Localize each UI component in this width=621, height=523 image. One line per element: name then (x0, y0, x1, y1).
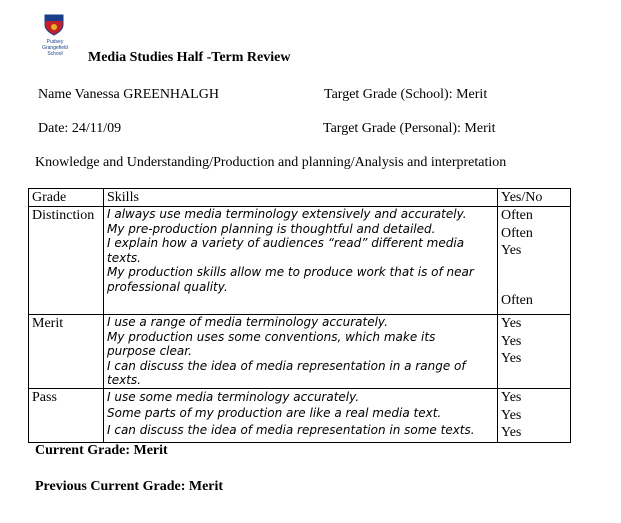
logo-text-line2: Grangefield (42, 45, 68, 51)
target-grade-school: Target Grade (School): Merit (324, 87, 488, 102)
yesno-cell (498, 207, 571, 315)
assessment-focus: Knowledge and Understanding/Production and planning/Analysis and interpretation (35, 155, 507, 170)
yesno-cell (498, 389, 571, 443)
skills-cell (104, 207, 498, 315)
table-header-row (29, 189, 571, 207)
answer: Yes (501, 390, 522, 405)
answer: Yes (501, 333, 522, 349)
yesno-column-header: Yes/No (498, 189, 571, 207)
table-row-distinction (29, 207, 571, 315)
answer: Often (501, 208, 533, 223)
previous-current-grade: Previous Current Grade: Merit (35, 479, 224, 494)
skills-cell (104, 315, 498, 389)
answer: Yes (501, 351, 522, 366)
answer: Yes (501, 407, 522, 423)
skill-statement: I can discuss the idea of media representation in a range of (107, 358, 466, 373)
grade-cell: Distinction (29, 207, 104, 315)
grade-column-header: Grade (29, 189, 104, 207)
logo-text-line1: Pudsey (46, 39, 64, 45)
skills-column-header: Skills (104, 189, 498, 207)
school-crest-icon (44, 14, 64, 36)
page-title: Media Studies Half -Term Review (88, 50, 291, 65)
skill-statement: I use a range of media terminology accurately. (107, 315, 388, 329)
skill-statement: I can discuss the idea of media representation in some texts. (107, 423, 475, 437)
skill-statement: My production uses some conventions, which make its (107, 329, 436, 344)
skill-statement: I use some media terminology accurately. (107, 390, 360, 404)
skill-statement: Some parts of my production are like a real media text. (107, 406, 442, 420)
review-date: Date: 24/11/09 (38, 121, 122, 136)
skill-statement: purpose clear. (107, 344, 192, 358)
grade-cell: Pass (29, 389, 104, 443)
skill-statement: texts. (107, 373, 141, 387)
target-grade-personal: Target Grade (Personal): Merit (323, 121, 496, 136)
skill-statement: My pre-production planning is thoughtful and detailed. (107, 221, 436, 236)
yesno-cell (498, 315, 571, 389)
skills-cell (104, 389, 498, 443)
skill-statement: texts. (107, 250, 141, 265)
answer: Often (501, 225, 533, 241)
skill-statement: I always use media terminology extensively and accurately. (107, 207, 467, 221)
answer: Often (501, 293, 533, 308)
table-row-merit (29, 315, 571, 389)
answer (501, 260, 567, 278)
answer (501, 277, 567, 292)
grade-skills-table (28, 188, 571, 443)
skill-statement: professional quality. (107, 279, 228, 294)
skill-statement: I explain how a variety of audiences “read” different media (107, 236, 465, 250)
grade-cell: Merit (29, 315, 104, 389)
school-logo (27, 12, 83, 60)
table-row-pass (29, 389, 571, 443)
answer: Yes (501, 316, 522, 331)
current-grade: Current Grade: Merit (35, 443, 168, 458)
answer: Yes (501, 243, 522, 258)
skill-statement: My production skills allow me to produce work that is of near (107, 265, 474, 279)
student-name: Name Vanessa GREENHALGH (38, 87, 219, 102)
answer: Yes (501, 425, 522, 440)
logo-text-line3: School (47, 51, 63, 57)
